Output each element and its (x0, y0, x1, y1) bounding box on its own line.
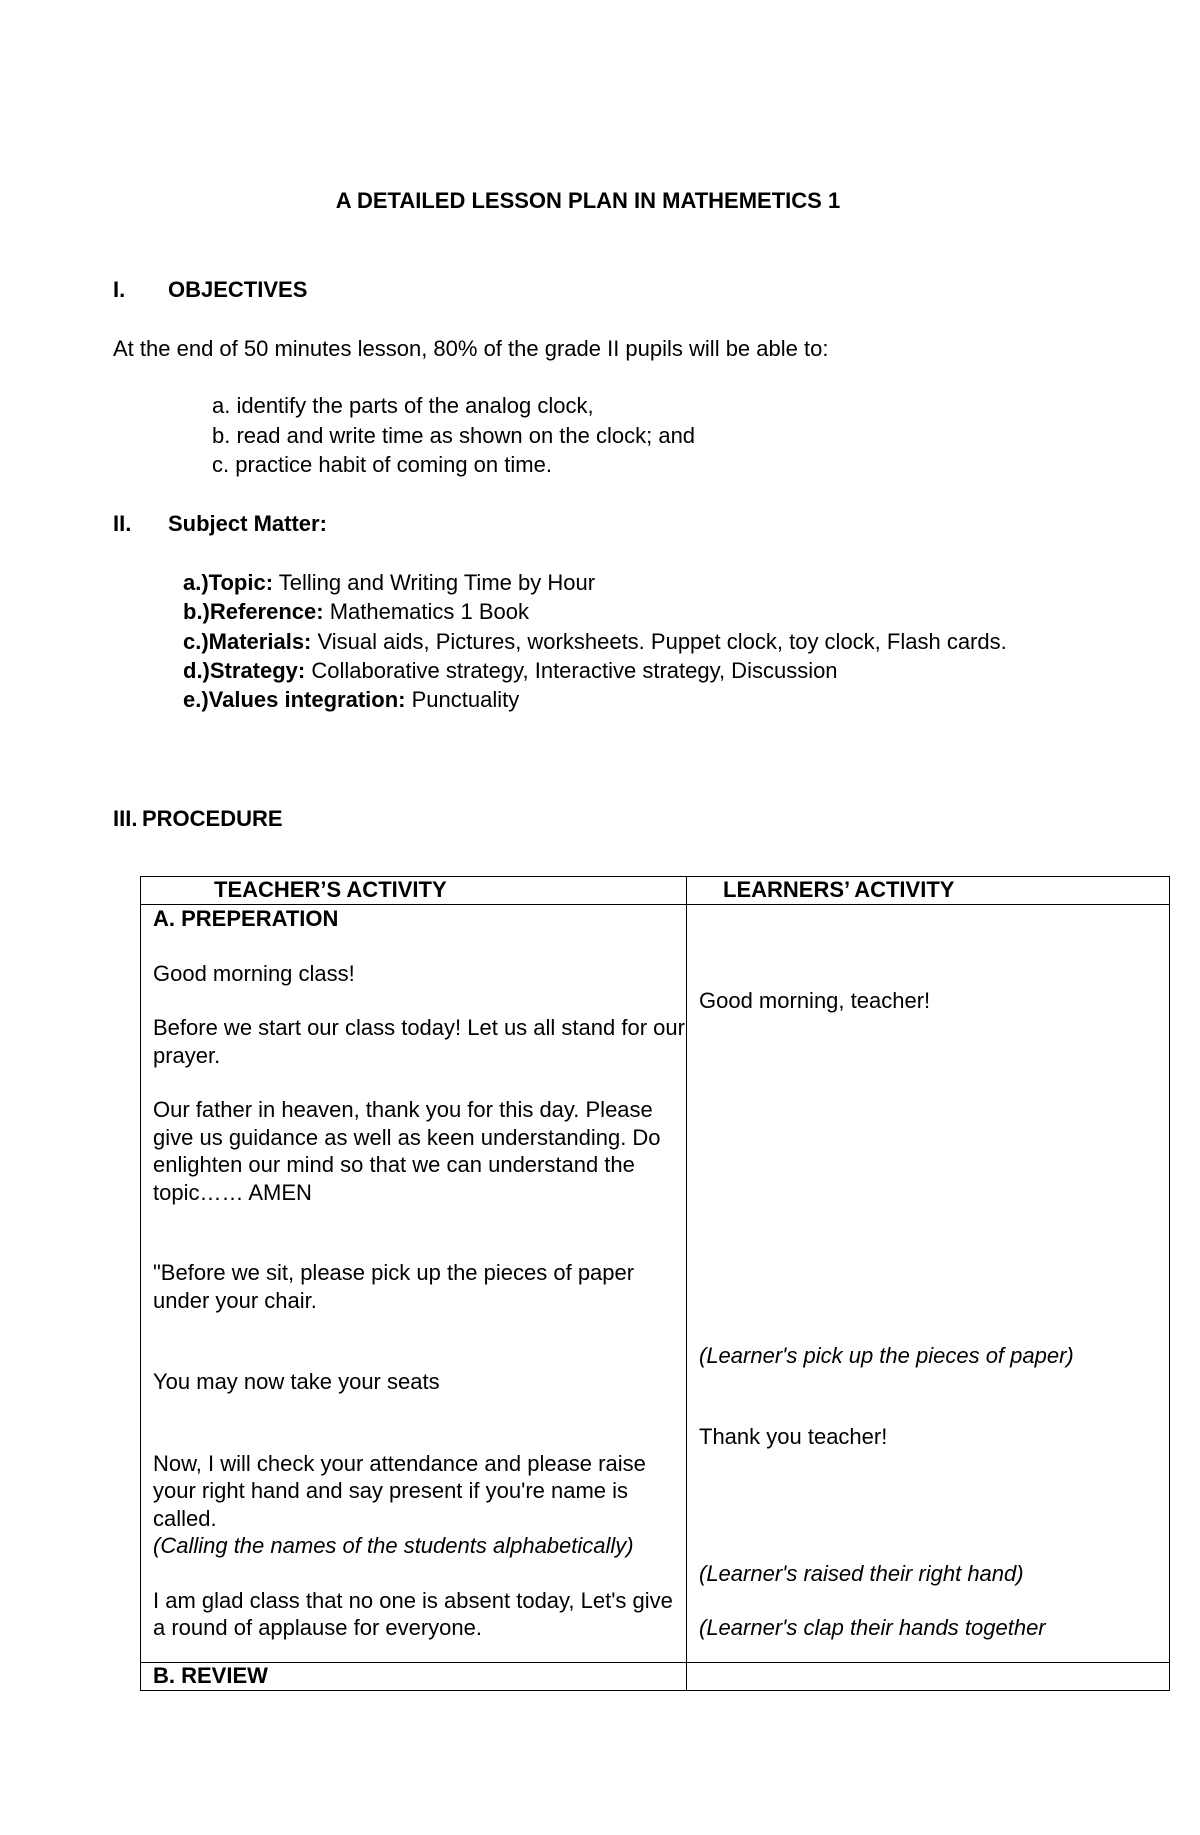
table-row (141, 1663, 1170, 1691)
procedure-heading: PROCEDURE (142, 806, 283, 831)
teacher-greeting: Good morning class! (153, 960, 355, 986)
item-value: Telling and Writing Time by Hour (273, 570, 596, 595)
item-value: Mathematics 1 Book (323, 599, 530, 625)
section-b-heading: B. REVIEW (153, 1663, 268, 1688)
subject-matter-item-materials (183, 627, 1013, 656)
learners-thanks: Thank you teacher! (699, 1424, 888, 1449)
teacher-applause: I am glad class that no one is absent today, Let's give a round of applause for everyone. (153, 1587, 673, 1640)
learners-greeting: Good morning, teacher! (699, 988, 931, 1013)
teacher-calling: (Calling the names of the students alphabetically) (153, 1533, 634, 1558)
objective-item: a. identify the parts of the analog clock, (212, 393, 594, 418)
item-label: c.)Materials: (183, 628, 312, 654)
item-label: a.)Topic: (183, 570, 274, 595)
learners-clap: (Learner's clap their hands together (699, 1615, 1046, 1640)
item-value: Collaborative strategy, Interactive strategy, Discussion (305, 657, 838, 683)
table-header-row (141, 877, 1170, 905)
header-label: TEACHER’S ACTIVITY (214, 877, 447, 902)
objective-item: c. practice habit of coming on time. (212, 452, 552, 477)
teacher-seats: You may now take your seats (153, 1369, 440, 1394)
review-learners-cell (687, 1663, 1170, 1691)
item-label: b.)Reference: (183, 599, 324, 625)
header-label: LEARNERS’ ACTIVITY (723, 877, 955, 902)
item-value: Punctuality (405, 687, 520, 713)
objectives-list (212, 391, 695, 480)
subject-matter-item-topic (183, 568, 1013, 597)
subject-matter-item-reference (183, 597, 1013, 626)
learners-activity-header (687, 877, 1170, 905)
objectives-intro: At the end of 50 minutes lesson, 80% of the grade II pupils will be able to: (113, 336, 829, 361)
section-a-heading: A. PREPERATION (153, 906, 339, 931)
subject-matter-heading: Subject Matter: (168, 511, 327, 536)
table-row (141, 905, 1170, 1663)
subject-matter-item-strategy (183, 656, 1013, 685)
objective-item: b. read and write time as shown on the clock; and (212, 422, 696, 448)
teacher-prayer: Our father in heaven, thank you for this day. Please give us guidance as well as keen understanding. Do enlighten our mind so that we can understand the topic…… AMEN (153, 1097, 661, 1205)
teacher-activity-cell (141, 905, 687, 1663)
learners-raise: (Learner's raised their right hand) (699, 1560, 1024, 1586)
teacher-prayer-intro: Before we start our class today! Let us all stand for our prayer. (153, 1015, 685, 1068)
learners-activity-cell (687, 905, 1170, 1663)
teacher-activity-header (141, 877, 687, 905)
item-label: d.)Strategy: (183, 657, 306, 683)
procedure-number: III. (113, 806, 138, 831)
item-value: Visual aids, Pictures, worksheets. Puppet clock, toy clock, Flash cards. (311, 628, 1007, 654)
objectives-heading: OBJECTIVES (168, 277, 308, 302)
document-title: A DETAILED LESSON PLAN IN MATHEMETICS 1 (335, 188, 841, 213)
review-cell (141, 1663, 687, 1691)
teacher-attendance: Now, I will check your attendance and please raise your right hand and say present if you're name is called. (153, 1450, 646, 1531)
subject-matter-number: II. (113, 511, 132, 536)
learners-paper: (Learner's pick up the pieces of paper) (699, 1342, 1074, 1368)
subject-matter-item-values (183, 685, 1013, 714)
procedure-table (140, 876, 1170, 1691)
item-label: e.)Values integration: (183, 687, 406, 713)
teacher-paper: "Before we sit, please pick up the pieces of paper under your chair. (153, 1260, 635, 1313)
subject-matter-list (183, 568, 1013, 714)
objectives-number: I. (113, 277, 126, 302)
